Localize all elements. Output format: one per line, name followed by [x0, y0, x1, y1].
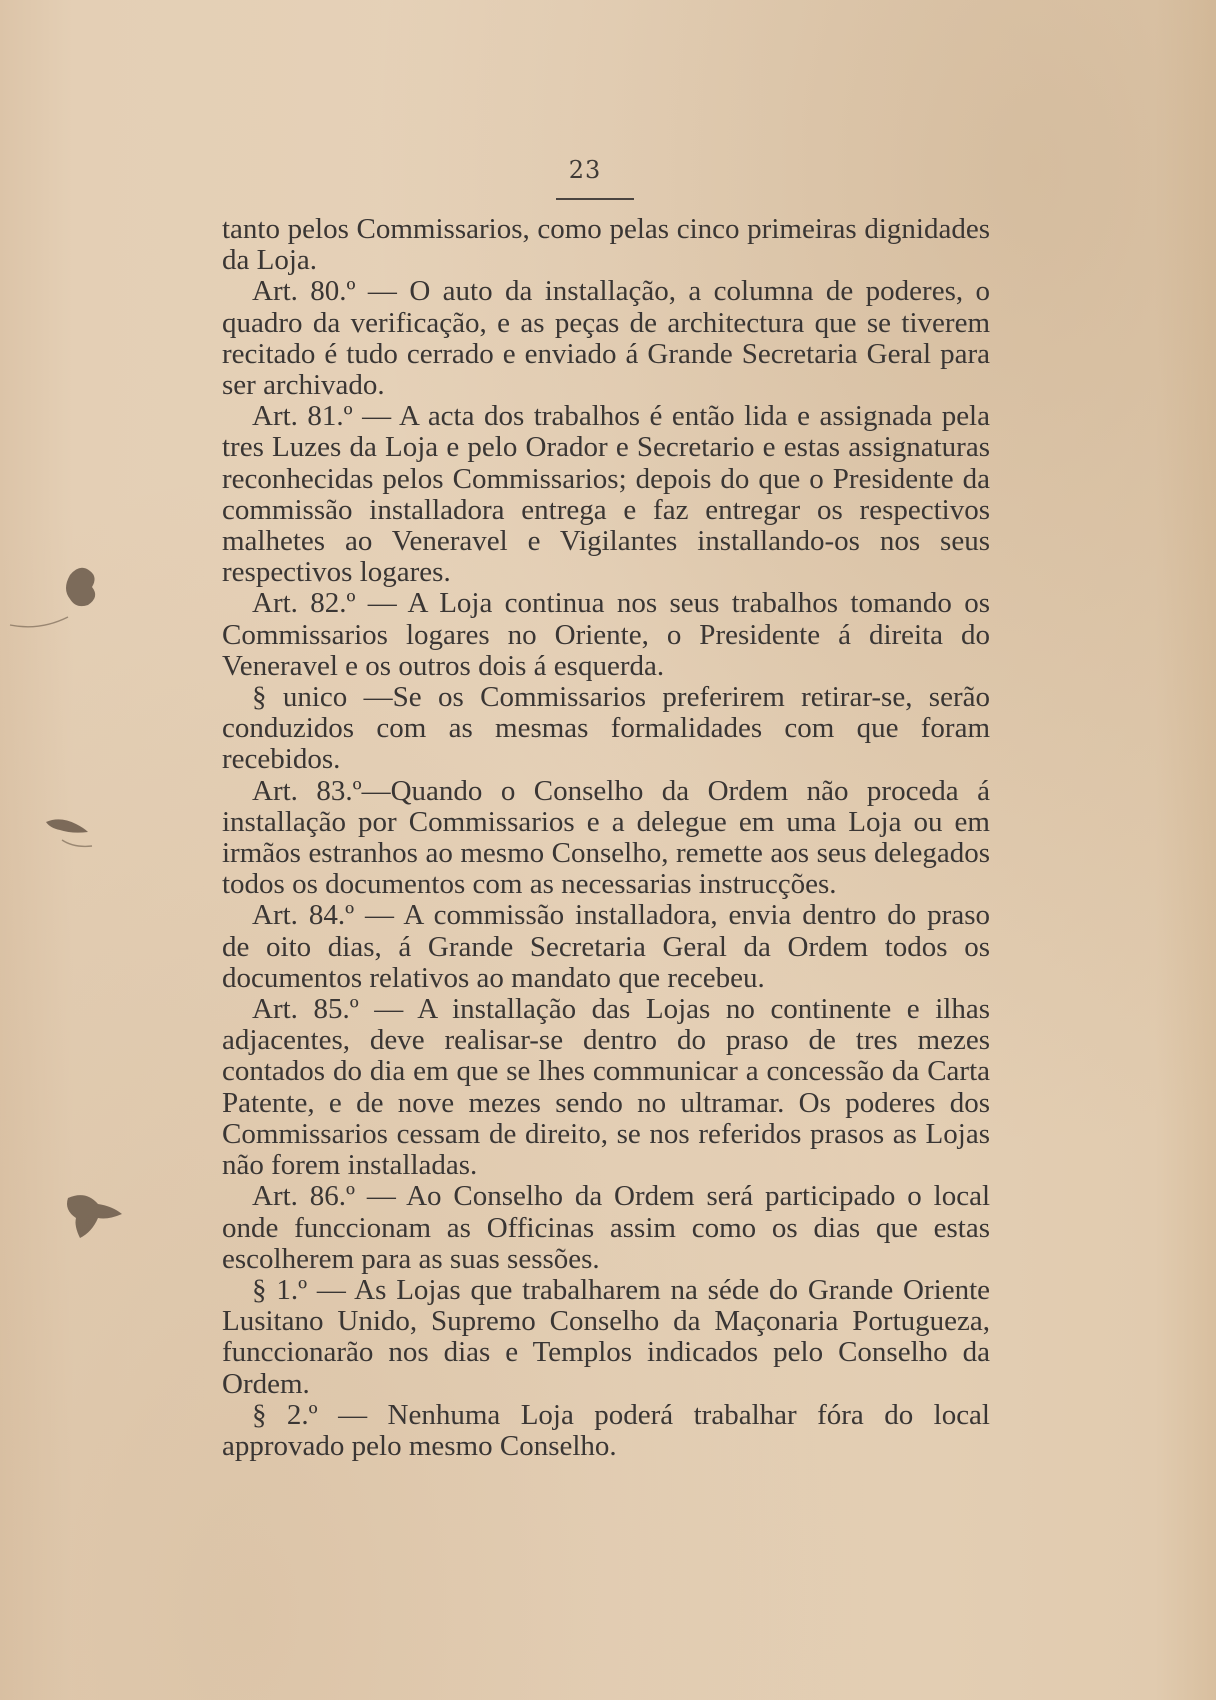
stain-mark-upper	[66, 568, 95, 606]
page-number: 23	[568, 156, 602, 184]
paragraph: Art. 84.º — A commissão installadora, envia dentro do praso de oito dias, á Grande Secretaria Geral da Ordem todos os documentos relativos ao mandato que recebeu.	[222, 899, 990, 994]
stain-mark-middle	[46, 819, 88, 832]
stain-mark-lower	[67, 1195, 122, 1238]
paragraph: Art. 81.º — A acta dos trabalhos é então lida e assignada pela tres Luzes da Loja e pelo Orador e Secretario e estas assignaturas reconhecidas pelos Commissarios; depois do que o Presidente da commissão installadora entrega e faz entregar os respectivos malhetes ao Veneravel e Vigilantes installando-os nos seus respectivos logares.	[222, 400, 990, 589]
paragraph: Art. 82.º — A Loja continua nos seus trabalhos tomando os Commissarios logares no Oriente, o Presidente á direita do Veneravel e os outros dois á esquerda.	[222, 587, 990, 682]
paragraph: Art. 85.º — A installação das Lojas no continente e ilhas adjacentes, deve realisar-se dentro do praso de tres mezes contados do dia em que se lhes communicar a concessão da Carta Patente, e de nove mezes sendo no ultramar. Os poderes dos Commissarios cessam de direito, se nos referidos prasos as Lojas não forem installadas.	[222, 993, 990, 1182]
body-text	[222, 214, 990, 1462]
paragraph: Art. 86.º — Ao Conselho da Ordem será participado o local onde funccionam as Officinas assim como os dias que estas escolherem para as suas sessões.	[222, 1180, 990, 1275]
paragraph: § unico —Se os Commissarios preferirem retirar-se, serão conduzidos com as mesmas formalidades com que foram recebidos.	[222, 681, 990, 776]
page-number-rule	[556, 198, 634, 200]
paragraph: Art. 80.º — O auto da installação, a columna de poderes, o quadro da verificação, e as peças de architectura que se tiverem recitado é tudo cerrado e enviado á Grande Secretaria Geral para ser archivado.	[222, 275, 990, 402]
paragraph: Art. 83.º—Quando o Conselho da Ordem não proceda á installação por Commissarios e a delegue em uma Loja ou em irmãos estranhos ao mesmo Conselho, remette aos seus delegados todos os documentos com as necessarias instrucções.	[222, 774, 990, 901]
paragraph: tanto pelos Commissarios, como pelas cinco primeiras dignidades da Loja.	[222, 213, 990, 277]
paragraph: § 1.º — As Lojas que trabalharem na séde do Grande Oriente Lusitano Unido, Supremo Conselho da Maçonaria Portugueza, funccionarão nos dias e Templos indicados pelo Conselho da Ordem.	[222, 1273, 990, 1400]
paragraph: § 2.º — Nenhuma Loja poderá trabalhar fóra do local approvado pelo mesmo Conselho.	[222, 1398, 990, 1462]
